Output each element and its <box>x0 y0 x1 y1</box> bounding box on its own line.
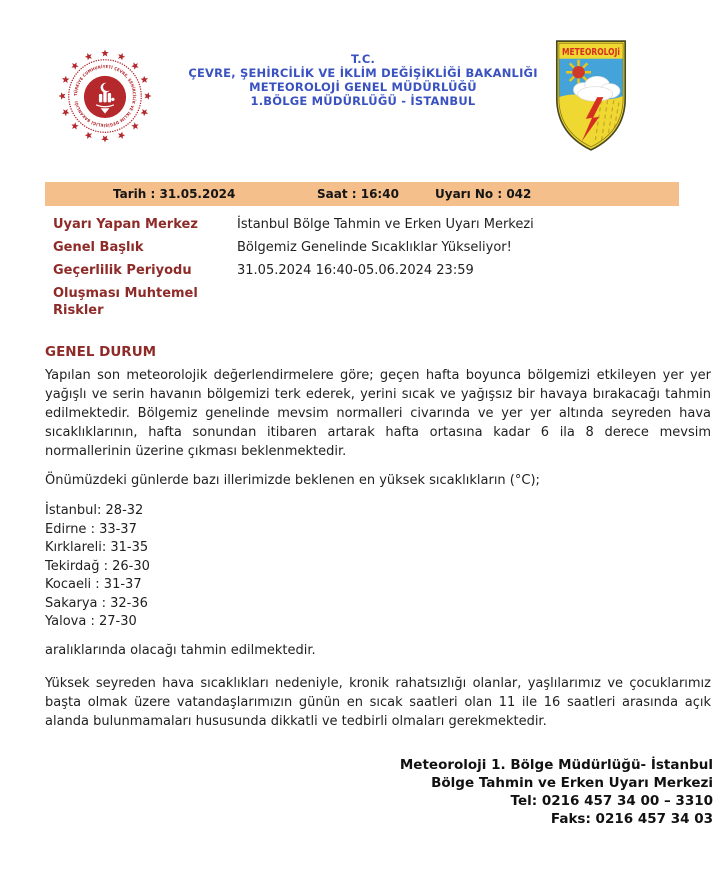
seal-ring-label: TÜRKİYE CUMHURİYETİ ÇEVRE, ŞEHİRCİLİK VE İKLİM DEĞİŞİKLİĞİ BAKANLIĞI <box>73 64 137 128</box>
paragraph-health-advice: Yüksek seyreden hava sıcaklıkları nedeniyle, kronik rahatsızlığı olanlar, yaşlılarımız ve çocuklarımız başta olmak üzere vatandaşlarımızın günün en sıcak saatleri olan 11 ile 16 saatleri arasında açık alanda bulunmamaları hususunda dikkatli ve tedbirli olmaları gerekmektedir. <box>45 676 711 729</box>
title-line-tc: T.C. <box>350 52 376 66</box>
signature-line-phone: Tel: 0216 457 34 00 – 3310 <box>510 793 713 809</box>
warning-fields <box>53 216 693 319</box>
paragraph-general-situation: Yapılan son meteorolojik değerlendirmelere göre; geçen hafta boyunca bölgemizi etkileyen yer yer yağışlı ve serin havanın bölgemizi terk ederek, yerini sıcak ve yağışsız bir havaya bırakacağı tahmin edilmektedir. Bölgemiz genelinde mevsim normalleri civarında ve yer yer altında seyreden hava sıcaklıklarının, hafta sonundan itibaren artarak hafta ortasına kadar 6 ila 8 derece mevsim normallerinin üzerine çıkması beklenmektedir. <box>45 368 711 459</box>
meteorology-shield-icon <box>553 38 629 152</box>
field-value-issuing-center: İstanbul Bölge Tahmin ve Erken Uyarı Merkezi <box>237 217 534 232</box>
meteorology-logo-label: METEOROLOJi <box>561 47 621 59</box>
city-temperature-item: Tekirdağ : 26-30 <box>45 558 150 574</box>
signature-line-directorate: Meteoroloji 1. Bölge Müdürlüğü- İstanbul <box>399 757 713 773</box>
field-label-possible-risks: Oluşması Muhtemel Riskler <box>53 286 198 318</box>
city-temperature-item: Edirne : 33-37 <box>45 521 137 537</box>
info-bar-date: Tarih : 31.05.2024 <box>113 187 236 201</box>
city-temperature-item: Sakarya : 32-36 <box>45 595 148 611</box>
title-line-directorate: METEOROLOJİ GENEL MÜDÜRLÜĞÜ <box>249 80 477 94</box>
section-heading-general-situation: GENEL DURUM <box>45 344 157 360</box>
info-bar-warning-no: Uyarı No : 042 <box>435 187 532 201</box>
field-label-validity-period: Geçerlilik Periyodu <box>53 263 192 278</box>
field-label-general-title: Genel Başlık <box>53 240 144 255</box>
field-value-possible-risks <box>237 285 693 319</box>
city-temperature-list <box>45 502 445 632</box>
signature-line-center: Bölge Tahmin ve Erken Uyarı Merkezi <box>431 775 713 791</box>
ministry-seal-icon <box>56 46 154 146</box>
info-bar-time: Saat : 16:40 <box>317 187 399 201</box>
city-temperature-item: İstanbul: 28-32 <box>45 503 144 518</box>
field-label-issuing-center: Uyarı Yapan Merkez <box>53 217 198 232</box>
title-line-region: 1.BÖLGE MÜDÜRLÜĞÜ - İSTANBUL <box>250 94 476 108</box>
paragraph-after-list: aralıklarında olacağı tahmin edilmektedir. <box>45 643 316 658</box>
signature-block <box>213 756 713 828</box>
city-temperature-item: Yalova : 27-30 <box>45 614 137 629</box>
field-value-validity-period: 31.05.2024 16:40-05.06.2024 23:59 <box>237 263 474 278</box>
title-line-ministry: ÇEVRE, ŞEHİRCİLİK VE İKLİM DEĞİŞİKLİĞİ BAKANLIĞI <box>188 66 538 80</box>
city-temperature-item: Kocaeli : 31-37 <box>45 577 142 592</box>
field-value-general-title: Bölgemiz Genelinde Sıcaklıklar Yükseliyor! <box>237 240 512 255</box>
paragraph-temperature-intro: Önümüzdeki günlerde bazı illerimizde beklenen en yüksek sıcaklıkların (°C); <box>45 473 540 488</box>
signature-line-fax: Faks: 0216 457 34 03 <box>550 811 713 827</box>
info-bar <box>45 182 679 206</box>
document-title <box>160 52 566 108</box>
city-temperature-item: Kırklareli: 31-35 <box>45 540 149 555</box>
